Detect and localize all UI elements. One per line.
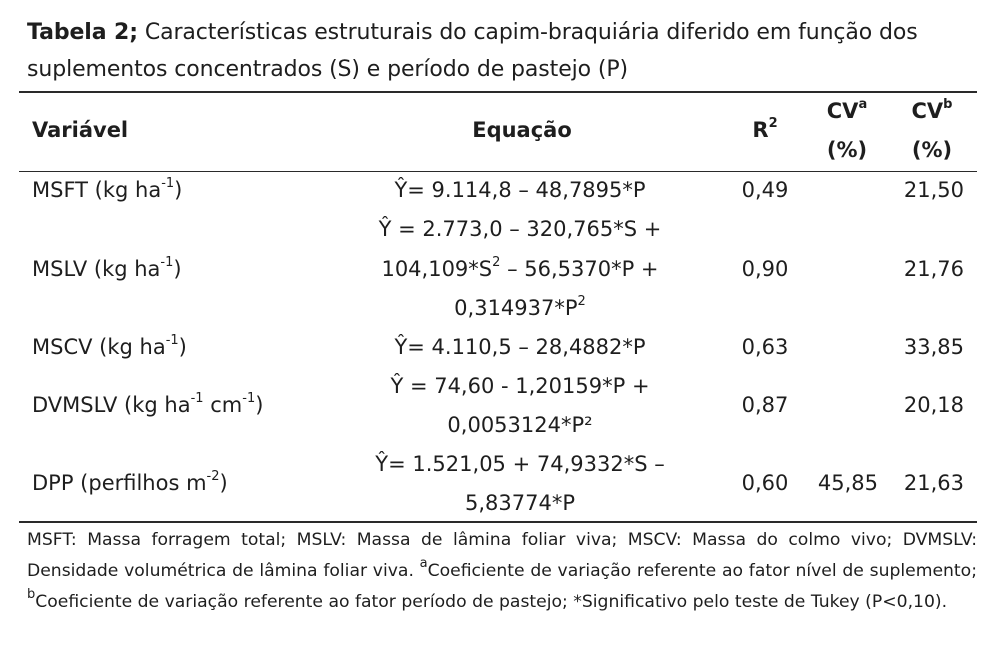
row-dpp-equation-line1: Ŷ= 1.521,05 + 74,9332*S – (375, 452, 665, 476)
header-cvb: $CV^b$ (911, 97, 953, 123)
row-mscv-r2: 0,63 (741, 335, 789, 359)
row-msft-r2: 0,49 (741, 178, 789, 202)
row-dvmslv-variable: DVMSLV (kg $ha^{-1}$ $cm^{-1}$) (32, 391, 264, 417)
row-msft-equation: Ŷ= 9.114,8 – 48,7895*P (394, 178, 646, 202)
table-caption (27, 14, 977, 88)
row-dpp-variable: DPP (perfilhos $m^{-2}$) (32, 469, 228, 495)
row-dpp-cva: 45,85 (817, 471, 878, 495)
row-dvmslv-r2: 0,87 (741, 393, 789, 417)
row-msft-variable: MSFT (kg $ha^{-1}$) (32, 176, 183, 202)
row-dpp-r2: 0,60 (741, 471, 789, 495)
row-dvmslv-equation-line1: Ŷ = 74,60 - 1,20159*P + (390, 374, 650, 398)
row-mslv-cvb: 21,76 (903, 257, 964, 281)
row-mslv-equation-line2: $104,109*S^2 - 56,5370*P$ + (381, 255, 659, 281)
header-r2: $R^2$ (752, 116, 778, 142)
row-mslv-equation-line3: $0,314937*P^2$ (454, 294, 586, 320)
row-mscv-variable: MSCV (kg $ha^{-1}$) (32, 333, 187, 359)
row-mscv-equation: Ŷ= 4.110,5 – 28,4882*P (394, 335, 646, 359)
caption-text: Características estruturais do capim-braquiária diferido em função dos suplementos concentrados (S) e período de pastejo (P) (27, 20, 918, 82)
row-mscv-cvb: 33,85 (903, 335, 964, 359)
row-dvmslv-equation-line2: 0,0053124*P² (447, 413, 593, 437)
bottom-rule (19, 521, 977, 523)
header-cva-unit: (%) (826, 138, 868, 162)
header-cvb-unit: (%) (911, 138, 953, 162)
table-label: Tabela 2; (27, 20, 138, 45)
row-mslv-variable: MSLV (kg $ha^{-1}$) (32, 255, 182, 281)
row-dvmslv-cvb: 20,18 (903, 393, 964, 417)
row-dpp-equation-line2: 5,83774*P (464, 491, 575, 515)
table-footnote: MSFT: Massa forragem total; MSLV: Massa de lâmina foliar viva; MSCV: Massa do colmo vivo; DVMSLV: Densidade volumétrica de lâmina foliar viva. $^a$Coeficiente de variação referente ao fator nível de suplemento; $^b$Coeficiente de variação referente ao fator período de pastejo; *Significativo pelo teste de Tukey (P<0,10). (27, 530, 977, 612)
row-msft-cvb: 21,50 (903, 178, 964, 202)
header-equacao: Equação (472, 118, 572, 142)
header-variavel: Variável (32, 118, 129, 142)
header-cva: $CV^a$ (826, 97, 868, 123)
row-dpp-cvb: 21,63 (903, 471, 964, 495)
row-mslv-equation-line1: Ŷ = 2.773,0 – 320,765*S + (378, 217, 662, 241)
row-mslv-r2: 0,90 (741, 257, 789, 281)
